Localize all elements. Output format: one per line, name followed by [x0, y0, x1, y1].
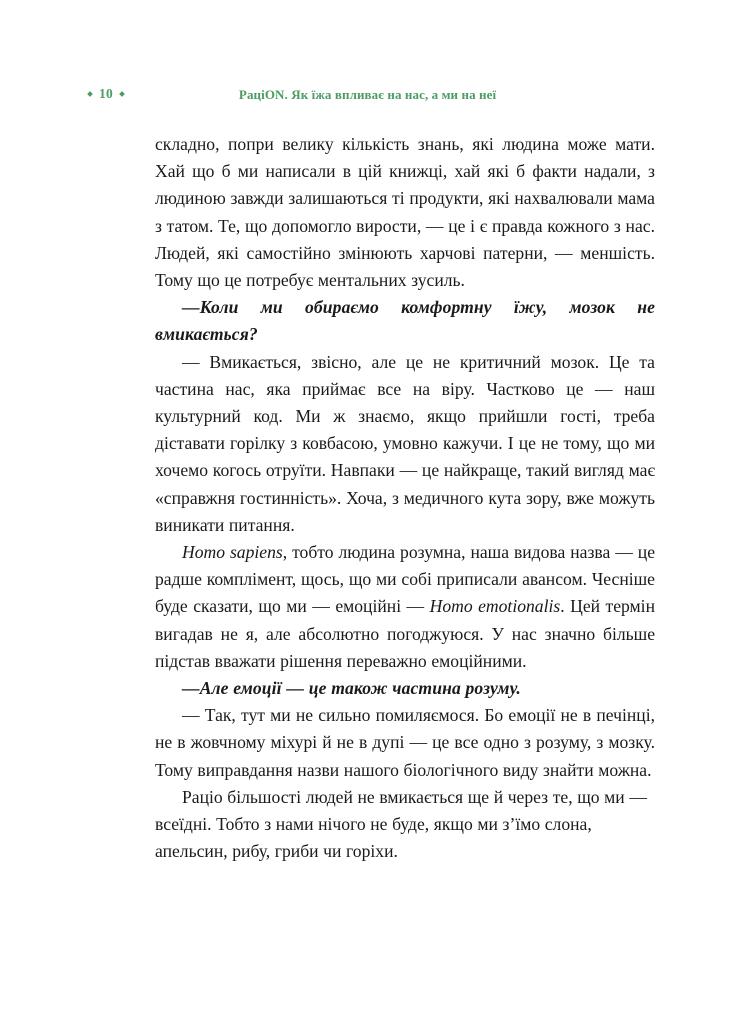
species-name-sapiens: Homo sapiens [182, 542, 283, 563]
interview-question-2: —Але емоції — це також частина розуму. [182, 678, 521, 699]
page-number: 10 [99, 86, 113, 102]
diamond-bullet-left-icon [87, 91, 93, 97]
paragraph-answer-2: — Так, тут ми не сильно помиляємося. Бо емоції не в печінці, не в жовчному міхурі й не в дупі — це все одно з розуму, з мозку. Тому виправдання назви нашого біологічного виду знайти можна. [155, 705, 655, 780]
folio-group [88, 87, 124, 101]
interview-question-1: —Коли ми обираємо комфортну їжу, мозок не вмикається? [155, 297, 655, 345]
paragraph-answer-1: — Вмикається, звісно, але це не критичний мозок. Це та частина нас, яка приймає все на віру. Частково це — наш культурний код. Ми ж знаємо, якщо прийшли гості, треба діставати горілку з ковбасою, умовно кажучи. І це не тому, що ми хочемо когось отруїти. Навпаки — це найкраще, такий вигляд має «справжня гостинність». Хоча, з медичного кута зору, вже можуть виникати питання. [155, 351, 655, 535]
book-title: РаціON. Як їжа впливає на нас, а ми на неї [238, 86, 497, 102]
paragraph-homo-sapiens [155, 539, 655, 675]
paragraph-final: Раціо більшості людей не вмикається ще й через те, що ми — всеїдні. Тобто з нами нічого не буде, якщо ми з’їмо слона, апельсин, рибу, гриби чи горіхи. [155, 786, 647, 862]
paragraph-continuation: складно, попри велику кількість знань, які людина може мати. Хай що б ми написали в цій книжці, хай які б факти надали, з людиною завжди залишаються ті продукти, які нахвалювали мама з татом. Те, що допомогло вирости, — це і є правда кожного з нас. Людей, які самостійно змінюють харчові патерни, — меншість. Тому що це потребує ментальних зусиль. [155, 134, 655, 291]
diamond-bullet-right-icon [119, 91, 125, 97]
species-name-emotionalis: Homo emotionalis [429, 596, 561, 617]
paragraph-homo-sapiens-text-2: . Цей термін вигадав не я, але абсолютно погоджуюся. У нас значно більше підстав вважати рішення переважно емоційними. [155, 596, 655, 671]
text-block [155, 131, 655, 865]
running-head [88, 84, 648, 104]
paragraph-homo-sapiens-text-1: , тобто людина розумна, наша видова назва — це радше комплімент, щось, що ми собі приписали авансом. Чесніше буде сказати, що ми — емоційні — [155, 542, 656, 617]
